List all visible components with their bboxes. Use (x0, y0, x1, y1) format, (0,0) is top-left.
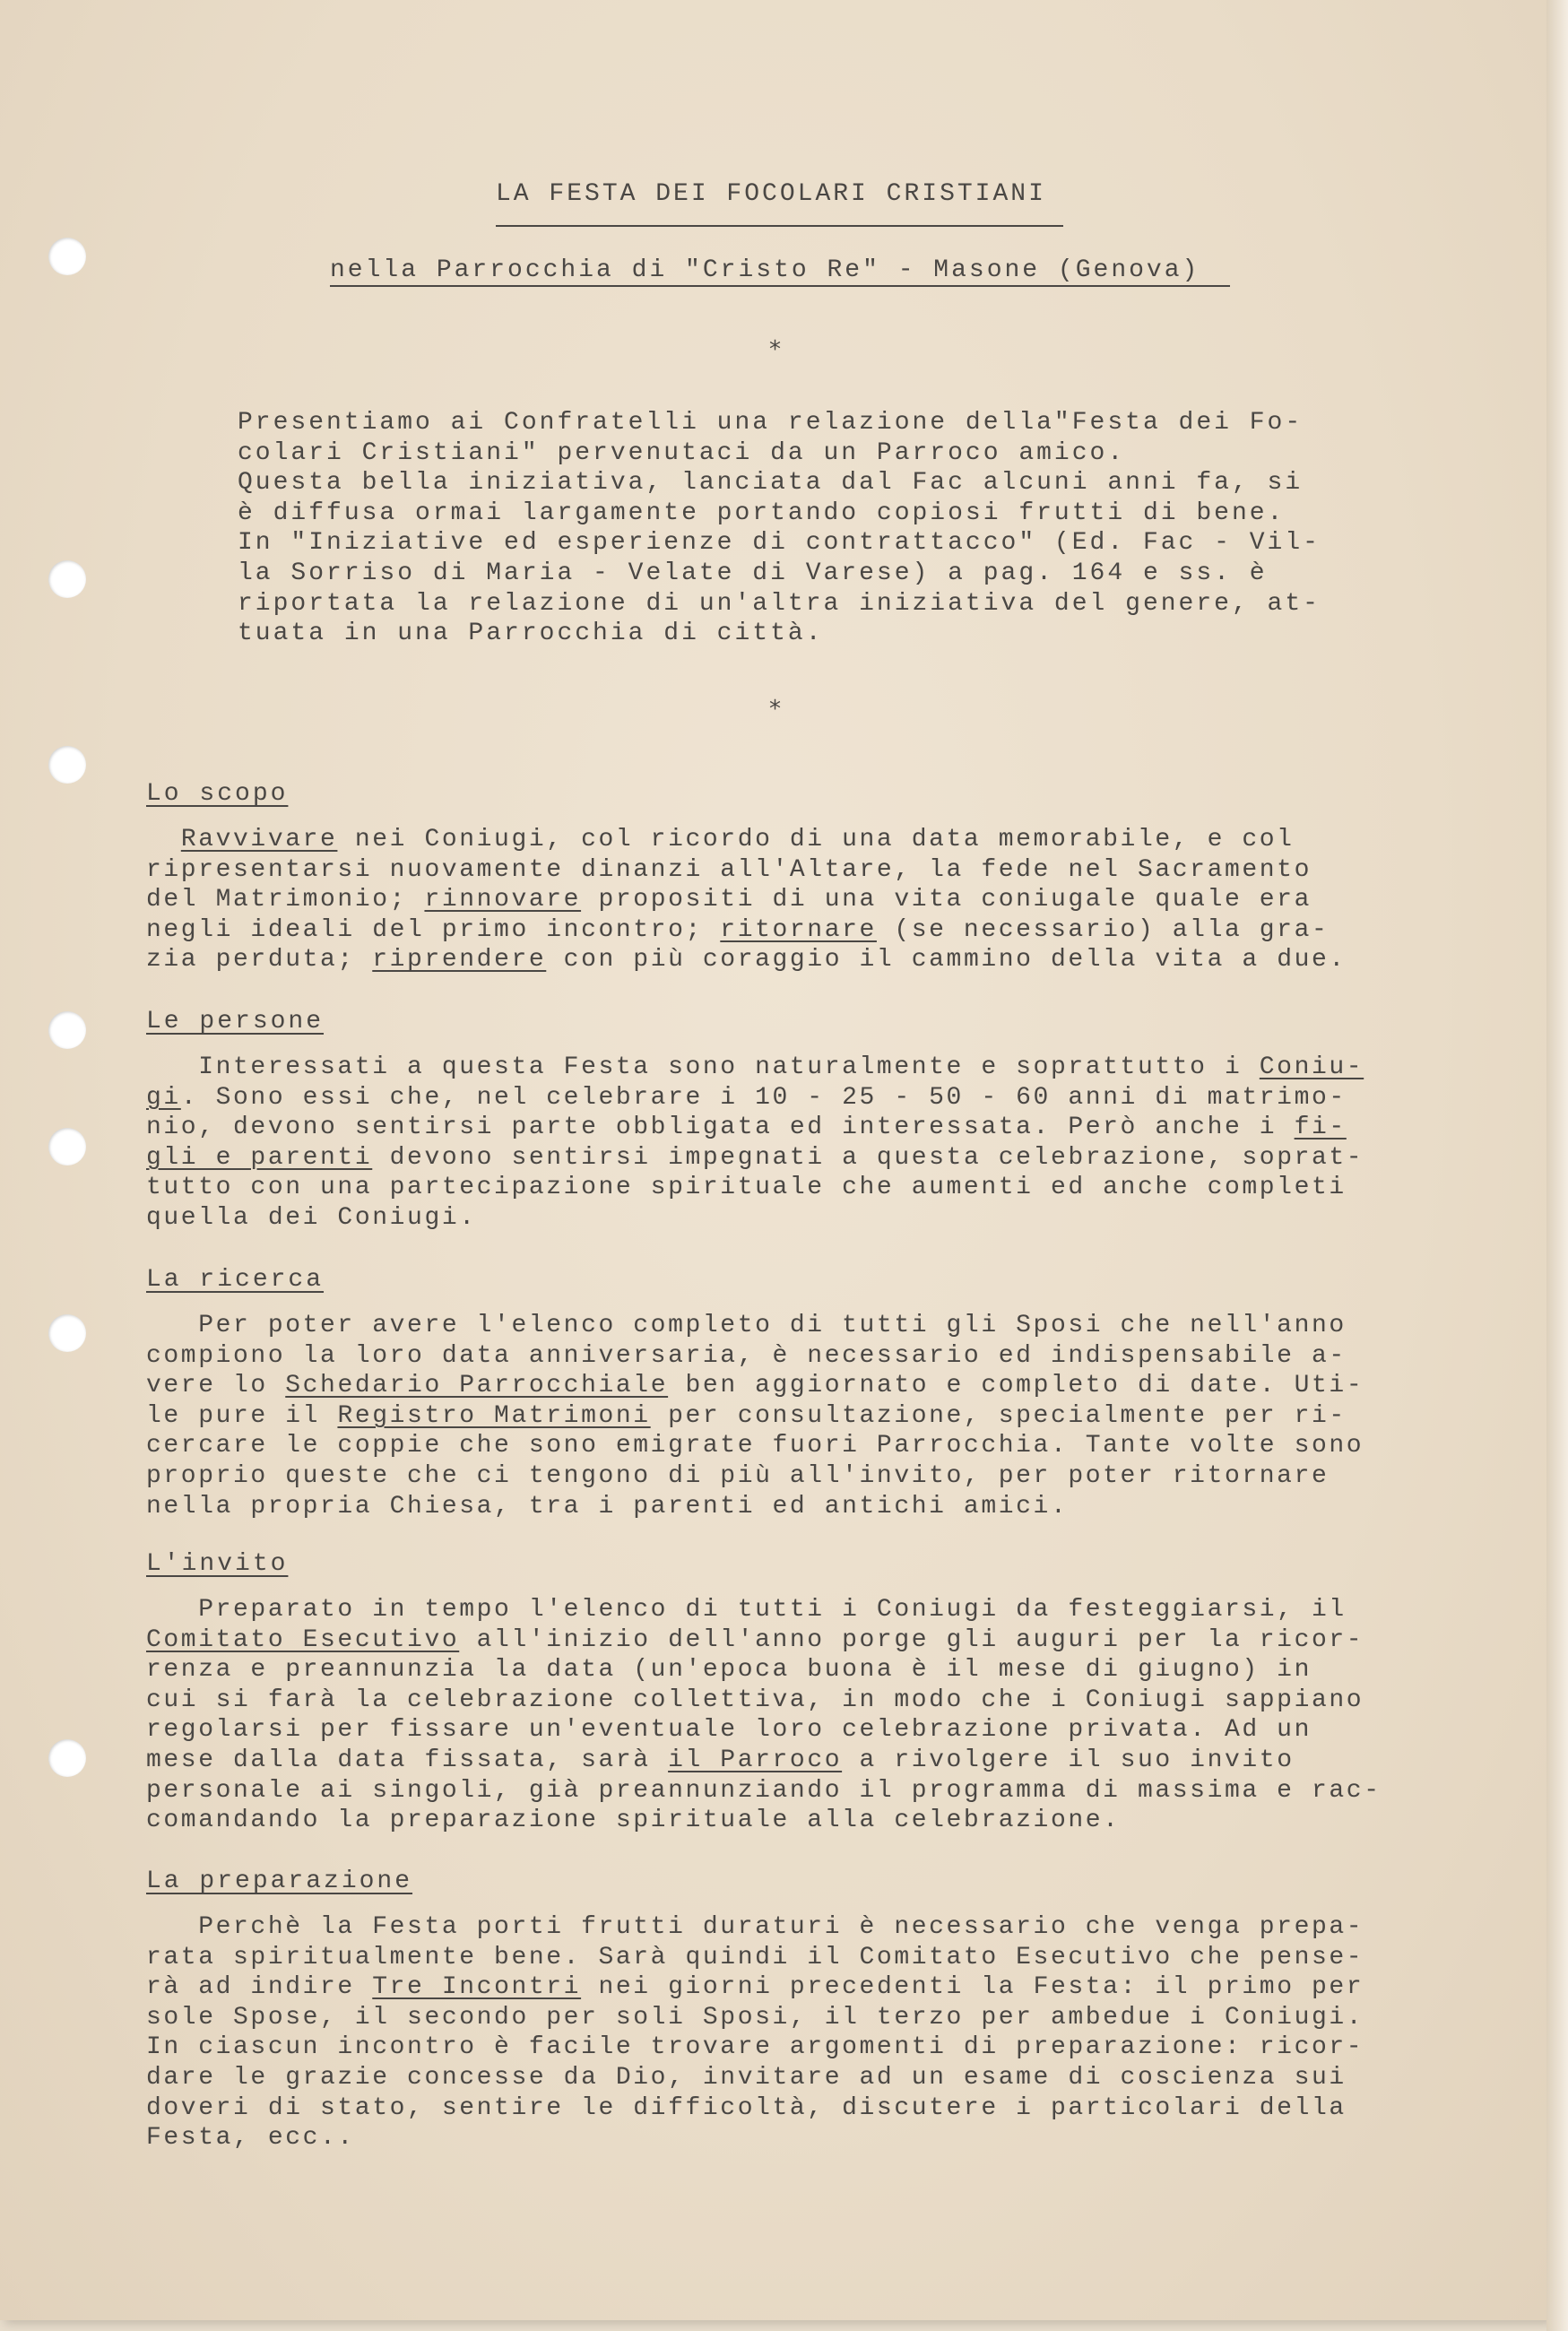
section-line: doveri di stato, sentire le difficoltà, discutere i particolari della (146, 2093, 1347, 2122)
section-line: sole Spose, il secondo per soli Sposi, il terzo per ambedue i Coniugi. (146, 2003, 1364, 2032)
section-heading: La preparazione (146, 1867, 413, 1895)
section-line: quella dei Coniugi. (146, 1204, 477, 1232)
section-line: nella propria Chiesa, tra i parenti ed antichi amici. (146, 1492, 1069, 1521)
section-line: vere lo Schedario Parrocchiale ben aggiornato e completo di date. Uti- (146, 1372, 1364, 1400)
punch-hole (48, 1739, 86, 1777)
intro-line: la Sorriso di Maria - Velate di Varese) a pag. 164 e ss. è (238, 559, 1268, 587)
section-line: gli e parenti devono sentirsi impegnati a questa celebrazione, soprat- (146, 1143, 1364, 1172)
intro-line: Presentiamo ai Confratelli una relazione della"Festa dei Fo- (238, 409, 1304, 437)
separator-star: * (769, 696, 781, 723)
section-line: renza e preannunzia la data (un'epoca buona è il mese di giugno) in (146, 1656, 1312, 1685)
punch-hole (48, 1128, 86, 1166)
punch-hole (48, 1011, 86, 1049)
section-line: Comitato Esecutivo all'inizio dell'anno porge gli auguri per la ricor- (146, 1625, 1364, 1654)
section-line: tutto con una partecipazione spirituale che aumenti ed anche completi (146, 1174, 1347, 1202)
page-edge (1546, 0, 1568, 2331)
punch-hole (48, 238, 86, 275)
page-subtitle: nella Parrocchia di "Cristo Re" - Masone (Genova) (330, 256, 1200, 284)
section-line: comandando la preparazione spirituale alla celebrazione. (146, 1807, 1121, 1835)
section-line: ripresentarsi nuovamente dinanzi all'Altare, la fede nel Sacramento (146, 855, 1312, 884)
intro-line: tuata in una Parrocchia di città. (238, 620, 824, 648)
section-heading: Lo scopo (146, 780, 289, 808)
intro-line: In "Iniziative ed esperienze di contrattacco" (Ed. Fac - Vil- (238, 529, 1321, 558)
section-line: proprio queste che ci tengono di più all'invito, per poter ritornare (146, 1462, 1330, 1490)
section-line: personale ai singoli, già preannunziando il programma di massima e rac- (146, 1776, 1382, 1805)
section-line: nio, devono sentirsi parte obbligata ed interessata. Però anche i fi- (146, 1114, 1347, 1142)
intro-line: è diffusa ormai largamente portando copiosi frutti di bene. (238, 498, 1286, 527)
punch-hole (48, 746, 86, 784)
section-line: rata spiritualmente bene. Sarà quindi il Comitato Esecutivo che pense- (146, 1943, 1364, 1971)
section-line: le pure il Registro Matrimoni per consultazione, specialmente per ri- (146, 1401, 1347, 1430)
section-line: Festa, ecc.. (146, 2124, 355, 2153)
intro-line: Questa bella iniziativa, lanciata dal Fac alcuni anni fa, si (238, 469, 1304, 498)
section-line: Per poter avere l'elenco completo di tutti gli Sposi che nell'anno (146, 1312, 1347, 1339)
section-line: mese dalla data fissata, sarà il Parroco a rivolgere il suo invito (146, 1746, 1295, 1774)
section-line: compiono la loro data anniversaria, è necessario ed indispensabile a- (146, 1341, 1347, 1370)
section-line: regolarsi per fissare un'eventuale loro celebrazione privata. Ad un (146, 1716, 1312, 1745)
section-line: Preparato in tempo l'elenco di tutti i Coniugi da festeggiarsi, il (146, 1596, 1347, 1624)
intro-line: colari Cristiani" pervenutaci da un Parroco amico. (238, 438, 1126, 467)
intro-line: riportata la relazione di un'altra iniziativa del genere, at- (238, 589, 1321, 618)
page-title: LA FESTA DEI FOCOLARI CRISTIANI (496, 180, 1046, 208)
punch-hole (48, 1314, 86, 1352)
section-line: zia perduta; riprendere con più coraggio il cammino della vita a due. (146, 946, 1347, 975)
title-underline (496, 225, 1063, 227)
section-line: rà ad indire Tre Incontri nei giorni precedenti la Festa: il primo per (146, 1973, 1364, 2002)
section-line: cercare le coppie che sono emigrate fuori Parrocchia. Tante volte sono (146, 1432, 1364, 1460)
section-line: gi. Sono essi che, nel celebrare i 10 - 25 - 50 - 60 anni di matrimo- (146, 1083, 1347, 1112)
separator-star: * (769, 336, 781, 363)
section-line: Interessati a questa Festa sono naturalmente e soprattutto i Coniu- (146, 1053, 1364, 1081)
section-heading: L'invito (146, 1550, 289, 1578)
section-heading: Le persone (146, 1008, 325, 1036)
section-line: dare le grazie concesse da Dio, invitare ad un esame di coscienza sui (146, 2064, 1347, 2092)
section-line: In ciascun incontro è facile trovare argomenti di preparazione: ricor- (146, 2033, 1364, 2062)
section-line: cui si farà la celebrazione collettiva, in modo che i Coniugi sappiano (146, 1685, 1364, 1714)
section-line: del Matrimonio; rinnovare propositi di una vita coniugale quale era (146, 886, 1312, 914)
section-heading: La ricerca (146, 1266, 325, 1294)
subtitle-underline (330, 285, 1230, 287)
punch-hole (48, 560, 86, 598)
section-line: Perchè la Festa porti frutti duraturi è necessario che venga prepa- (146, 1913, 1364, 1941)
section-line: negli ideali del primo incontro; ritornare (se necessario) alla gra- (146, 915, 1330, 944)
section-line: Ravvivare nei Coniugi, col ricordo di una data memorabile, e col (180, 826, 1295, 854)
